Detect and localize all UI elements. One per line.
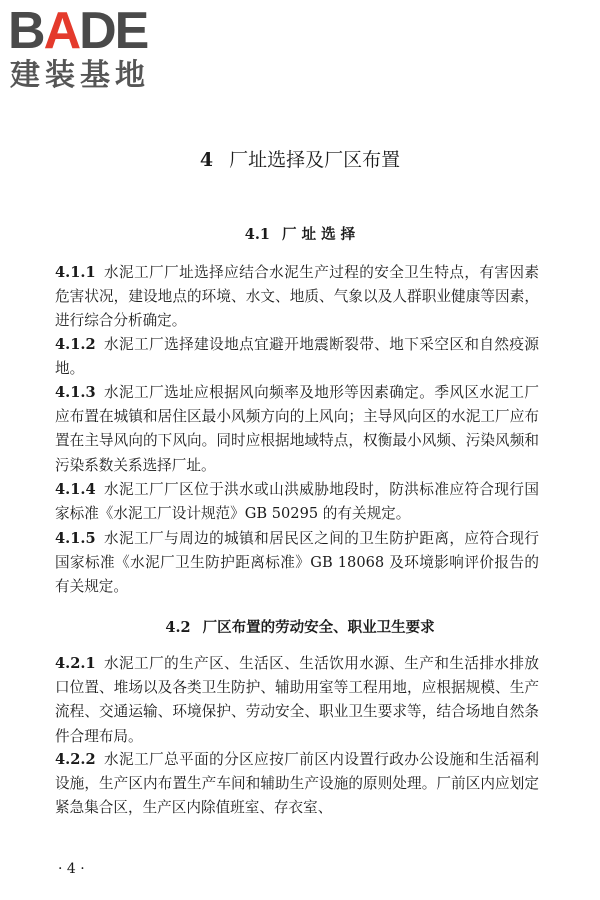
clause-text: 水泥工厂厂址选择应结合水泥生产过程的安全卫生特点，有害因素危害状况，建设地点的环境、水文、地质、气象以及人群职业健康等因素，进行综合分析确定。 (55, 264, 539, 330)
clause-4-1-5 (55, 527, 539, 600)
section-number: 4.1 (244, 226, 271, 243)
clause-text: 水泥工厂的生产区、生活区、生活饮用水源、生产和生活排水排放口位置、堆场以及各类卫生防护、辅助用室等工程用地，应根据规模、生产流程、交通运输、环境保护、劳动安全、职业卫生要求等，结合场地自然条件合理布局。 (55, 655, 539, 745)
clause-number: 4.1.2 (55, 336, 96, 353)
logo-letter-b: B (8, 2, 44, 60)
logo-letter-a: A (43, 2, 80, 60)
bade-logo (8, 4, 178, 94)
clause-4-2-1 (55, 652, 539, 749)
section-title-text: 厂区布置的劳动安全、职业卫生要求 (202, 619, 435, 636)
clause-number: 4.1.5 (55, 530, 96, 547)
clause-number: 4.1.1 (55, 264, 96, 281)
clause-text: 水泥工厂选择建设地点宜避开地震断裂带、地下采空区和自然疫源地。 (55, 336, 539, 378)
section-title-4-1 (0, 225, 600, 245)
clause-4-1-4 (55, 478, 539, 526)
clause-text: 水泥工厂与周边的城镇和居民区之间的卫生防护距离，应符合现行国家标准《水泥厂卫生防护距离标准》GB 18068 及环境影响评价报告的有关规定。 (55, 530, 539, 596)
clause-4-1-1 (55, 261, 539, 334)
clause-number: 4.1.4 (55, 481, 96, 498)
clause-number: 4.1.3 (55, 384, 96, 401)
logo-subtitle: 建装基地 (10, 58, 150, 93)
clause-text: 水泥工厂选址应根据风向频率及地形等因素确定。季风区水泥工厂应布置在城镇和居住区最小风频方向的上风向；主导风向区的水泥工厂应布置在主导风向的下风向。同时应根据地域特点，权衡最小风频、污染风频和污染系数关系选择厂址。 (55, 384, 539, 474)
logo-wordmark (8, 4, 147, 58)
clause-4-1-2 (55, 333, 539, 381)
clause-number: 4.2.2 (55, 751, 96, 768)
clause-4-2-2 (55, 748, 539, 821)
clause-text: 水泥工厂厂区位于洪水或山洪威胁地段时，防洪标准应符合现行国家标准《水泥工厂设计规范》GB 50295 的有关规定。 (55, 481, 539, 523)
section-title-text: 厂 址 选 择 (282, 226, 356, 243)
clause-text: 水泥工厂总平面的分区应按厂前区内设置行政办公设施和生活福利设施，生产区内布置生产车间和辅助生产设施的原则处理。厂前区内应划定紧急集合区，生产区内除值班室、存衣室、 (55, 751, 539, 817)
clause-number: 4.2.1 (55, 655, 96, 672)
logo-letters-de: DE (79, 2, 148, 60)
page-number: · 4 · (58, 861, 85, 877)
chapter-title-text: 厂址选择及厂区布置 (229, 149, 401, 171)
section-title-4-2 (0, 618, 600, 638)
chapter-title (0, 148, 600, 172)
chapter-number: 4 (199, 149, 214, 171)
clause-4-1-3 (55, 381, 539, 478)
section-number: 4.2 (165, 619, 191, 636)
